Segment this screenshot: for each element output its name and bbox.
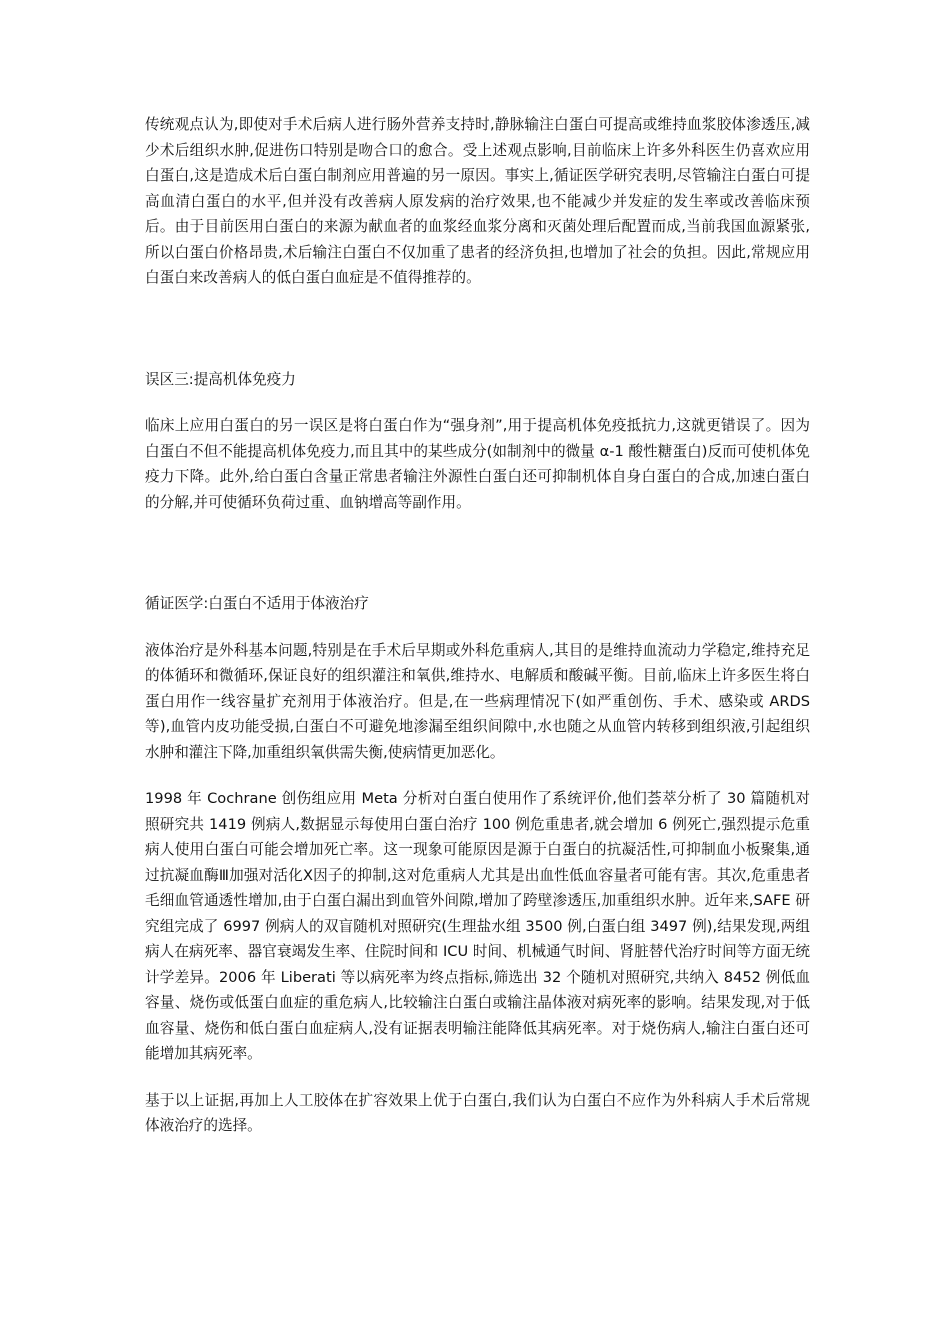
paragraph-immunity-myth: 临床上应用白蛋白的另一误区是将白蛋白作为“强身剂”,用于提高机体免疫抵抗力,这就更错误了。因为白蛋白不但不能提高机体免疫力,而且其中的某些成分(如制剂中的微量 α-1 酸性糖蛋白)反而可使机体免疫力下降。此外,给白蛋白含量正常患者输注外源性白蛋白还可抑制机体自身白蛋白的合成,加速白蛋白的分解,并可使循环负荷过重、血钠增高等副作用。	[145, 417, 810, 511]
document-page	[145, 112, 810, 1139]
paragraph-conclusion: 基于以上证据,再加上人工胶体在扩容效果上优于白蛋白,我们认为白蛋白不应作为外科病人手术后常规体液治疗的选择。	[145, 1091, 810, 1134]
paragraph-cochrane-evidence: 1998 年 Cochrane 创伤组应用 Meta 分析对白蛋白使用作了系统评价,他们荟萃分析了 30 篇随机对照研究共 1419 例病人,数据显示每使用白蛋白治疗 100 例危重患者,就会增加 6 例死亡,强烈提示危重病人使用白蛋白可能会增加死亡率。这一现象可能原因是源于白蛋白的抗凝活性,可抑制血小板聚集,通过抗凝血酶Ⅲ加强对活化Ⅹ因子的抑制,这对危重病人尤其是出血性低血容量者可能有害。其次,危重患者毛细血管通透性增加,由于白蛋白漏出到血管外间隙,增加了跨壁渗透压,加重组织水肿。近年来,SAFE 研究组完成了 6997 例病人的双盲随机对照研究(生理盐水组 3500 例,白蛋白组 3497 例),结果发现,两组病人在病死率、器官衰竭发生率、住院时间和 ICU 时间、机械通气时间、肾脏替代治疗时间等方面无统计学差异。2006 年 Liberati 等以病死率为终点指标,筛选出 32 个随机对照研究,共纳入 8452 例低血容量、烧伤或低蛋白血症的重危病人,比较输注白蛋白或输注晶体液对病死率的影响。结果发现,对于低血容量、烧伤和低白蛋白血症病人,没有证据表明输注能降低其病死率。对于烧伤病人,输注白蛋白还可能增加其病死率。	[145, 790, 810, 1062]
paragraph-albumin-postop-view: 传统观点认为,即使对手术后病人进行肠外营养支持时,静脉输注白蛋白可提高或维持血浆胶体渗透压,减少术后组织水肿,促进伤口特别是吻合口的愈合。受上述观点影响,目前临床上许多外科医生仍喜欢应用白蛋白,这是造成术后白蛋白制剂应用普遍的另一原因。事实上,循证医学研究表明,尽管输注白蛋白可提高血清白蛋白的水平,但并没有改善病人原发病的治疗效果,也不能减少并发症的发生率或改善临床预后。由于目前医用白蛋白的来源为献血者的血浆经血浆分离和灭菌处理后配置而成,当前我国血源紧张,所以白蛋白价格昂贵,术后输注白蛋白不仅加重了患者的经济负担,也增加了社会的负担。因此,常规应用白蛋白来改善病人的低白蛋白血症是不值得推荐的。	[145, 116, 810, 286]
paragraph-fluid-therapy: 液体治疗是外科基本问题,特别是在手术后早期或外科危重病人,其目的是维持血流动力学稳定,维持充足的体循环和微循环,保证良好的组织灌注和氧供,维持水、电解质和酸碱平衡。目前,临床上许多医生将白蛋白用作一线容量扩充剂用于体液治疗。但是,在一些病理情况下(如严重创伤、手术、感染或 ARDS 等),血管内皮功能受损,白蛋白不可避免地渗漏至组织间隙中,水也随之从血管内转移到组织液,引起组织水肿和灌注下降,加重组织氧供需失衡,使病情更加恶化。	[145, 641, 810, 761]
section-heading-myth-three: 误区三:提高机体免疫力	[145, 370, 296, 388]
section-heading-evidence-based: 循证医学:白蛋白不适用于体液治疗	[145, 595, 369, 612]
